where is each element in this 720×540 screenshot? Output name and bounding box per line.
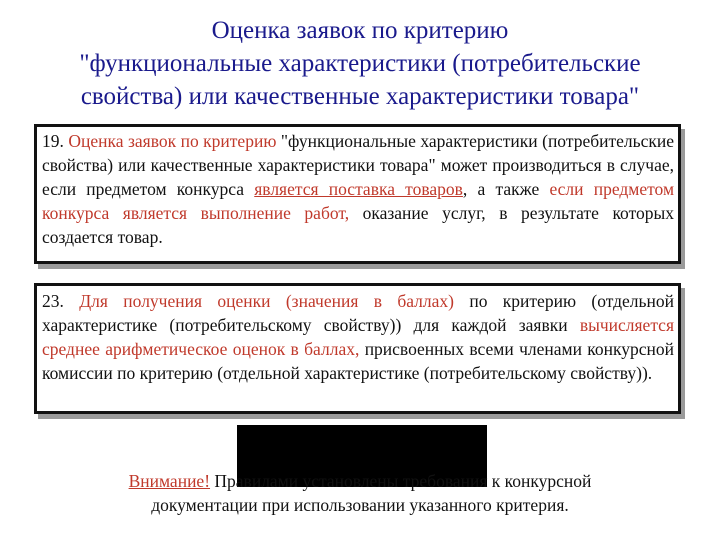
clause-19-text-1: "функциональные характеристики (потребительские свойства) или качественные характеристики товара" может производиться в случае, если предметом конкурса — [42, 131, 675, 199]
clause-23-highlight-1: Для получения оценки (значения в баллах) — [79, 291, 454, 311]
clause-19-number: 19. — [42, 131, 64, 151]
warning-line-1 — [10, 469, 710, 493]
slide-title — [10, 14, 710, 113]
clause-23-box — [34, 283, 681, 414]
clause-19-text-2: , а также — [462, 179, 540, 199]
clause-23-text-1: по критерию (отдельной характеристике (потребительскому свойству)) для каждой заявки — [42, 291, 674, 335]
warning-note — [10, 469, 710, 517]
clause-23-number: 23. — [42, 291, 64, 311]
title-line-3: свойства) или качественные характеристики товара" — [80, 83, 640, 110]
warning-text-1: Правилами установлены требования к конкурсной — [214, 471, 592, 491]
clause-19-highlight-1: Оценка заявок по критерию — [68, 131, 277, 151]
clause-23-highlight-2: вычисляется среднее арифметическое оценок в баллах, — [42, 315, 674, 359]
clause-19-text-3: оказание услуг, в результате которых создается товар. — [42, 203, 675, 247]
title-line-2: "функциональные характеристики (потребительские — [79, 50, 641, 77]
warning-text-2: документации при использовании указанного критерия. — [151, 495, 569, 515]
clause-19-highlight-3: если предметом конкурса является выполнение работ, — [42, 179, 675, 223]
clause-23-text-2: присвоенных всеми членами конкурсной комиссии по критерию (отдельной характеристике (потребительскому свойству)). — [42, 339, 675, 383]
clause-19-highlight-2: является поставка товаров — [254, 179, 463, 199]
warning-label: Внимание! — [128, 471, 211, 491]
clause-19-box — [34, 124, 681, 264]
title-line-1: Оценка заявок по критерию — [211, 17, 509, 44]
